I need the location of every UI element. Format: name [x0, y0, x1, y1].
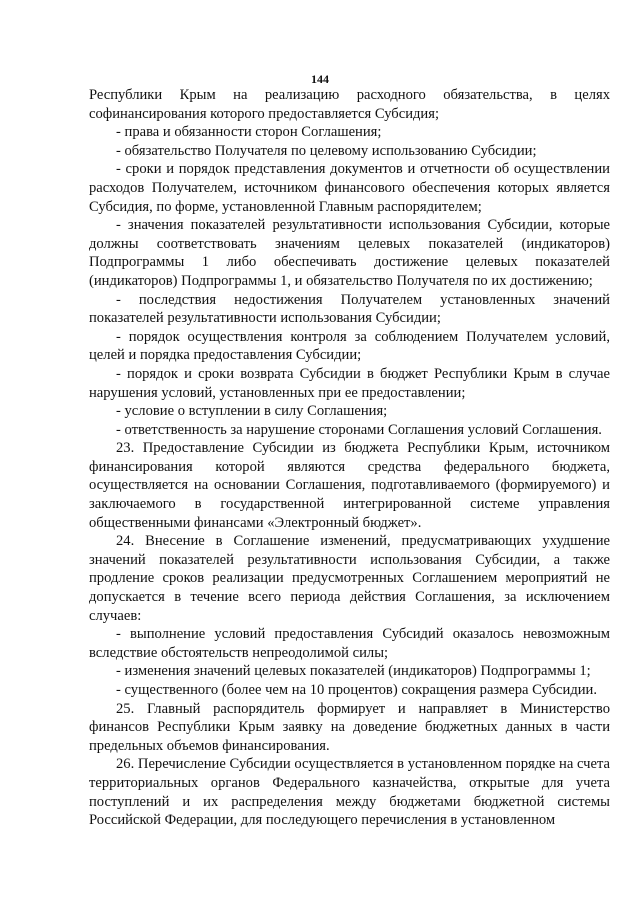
list-item: - порядок осуществления контроля за соблюдением Получателем условий, целей и порядка предоставления Субсидии; [89, 328, 610, 364]
list-item: - выполнение условий предоставления Субсидий оказалось невозможным вследствие обстоятельств непреодолимой силы; [89, 626, 610, 661]
list-item: - существенного (более чем на 10 процентов) сокращения размера Субсидии. [116, 682, 598, 698]
document-body [89, 86, 610, 830]
list-item: - значения показателей результативности использования Субсидии, которые должны соответствовать значениям целевых показателей (индикаторов) Подпрограммы 1 либо обеспечивать достижение целевых показателей (индикаторов) Подпрограммы 1, и обязательство Получателя по их достижению; [89, 217, 610, 289]
list-item: - права и обязанности сторон Соглашения; [116, 124, 382, 141]
list-item: - последствия недостижения Получателем установленных значений показателей результативности использования Субсидии; [89, 291, 610, 327]
list-item: - обязательство Получателя по целевому использованию Субсидии; [116, 142, 537, 159]
list-item: - ответственность за нарушение сторонами Соглашения условий Соглашения. [116, 421, 602, 438]
list-item: - порядок и сроки возврата Субсидии в бюджет Республики Крым в случае нарушения условий, установленных при ее предоставлении; [89, 365, 610, 401]
list-item: - изменения значений целевых показателей (индикаторов) Подпрограммы 1; [116, 663, 591, 680]
list-item: - условие о вступлении в силу Соглашения; [116, 403, 388, 420]
paragraph-23: 23. Предоставление Субсидии из бюджета Республики Крым, источником финансирования которой являются средства федерального бюджета, осуществляется на основании Соглашения, подготавливаемого (формируемого) и заключаемого в государственной интегрированной системе управления общественными финансами «Электронный бюджет». [89, 440, 610, 531]
paragraph-25: 25. Главный распорядитель формирует и направляет в Министерство финансов Республики Крым заявку на доведение бюджетных данных в части предельных объемов финансирования. [89, 700, 610, 754]
list-item: - сроки и порядок представления документов и отчетности об осуществлении расходов Получателем, источником финансового обеспечения которых является Субсидия, по форме, установленной Главным распорядителем; [89, 161, 610, 215]
paragraph-continuation: Республики Крым на реализацию расходного обязательства, в целях софинансирования которого предоставляется Субсидия; [89, 87, 610, 122]
paragraph-26: 26. Перечисление Субсидии осуществляется в установленном порядке на счета территориальных органов Федерального казначейства, открытые для учета поступлений и их распределения между бюджетами бюджетной системы Российской Федерации, для последующего перечисления в установленном [89, 756, 610, 829]
paragraph-24: 24. Внесение в Соглашение изменений, предусматривающих ухудшение значений показателей результативности использования Субсидии, а также продление сроков реализации предусмотренных Соглашением мероприятий не допускается в течение всего периода действия Соглашения, за исключением случаев: [89, 533, 610, 624]
page-number: 144 [311, 72, 329, 86]
